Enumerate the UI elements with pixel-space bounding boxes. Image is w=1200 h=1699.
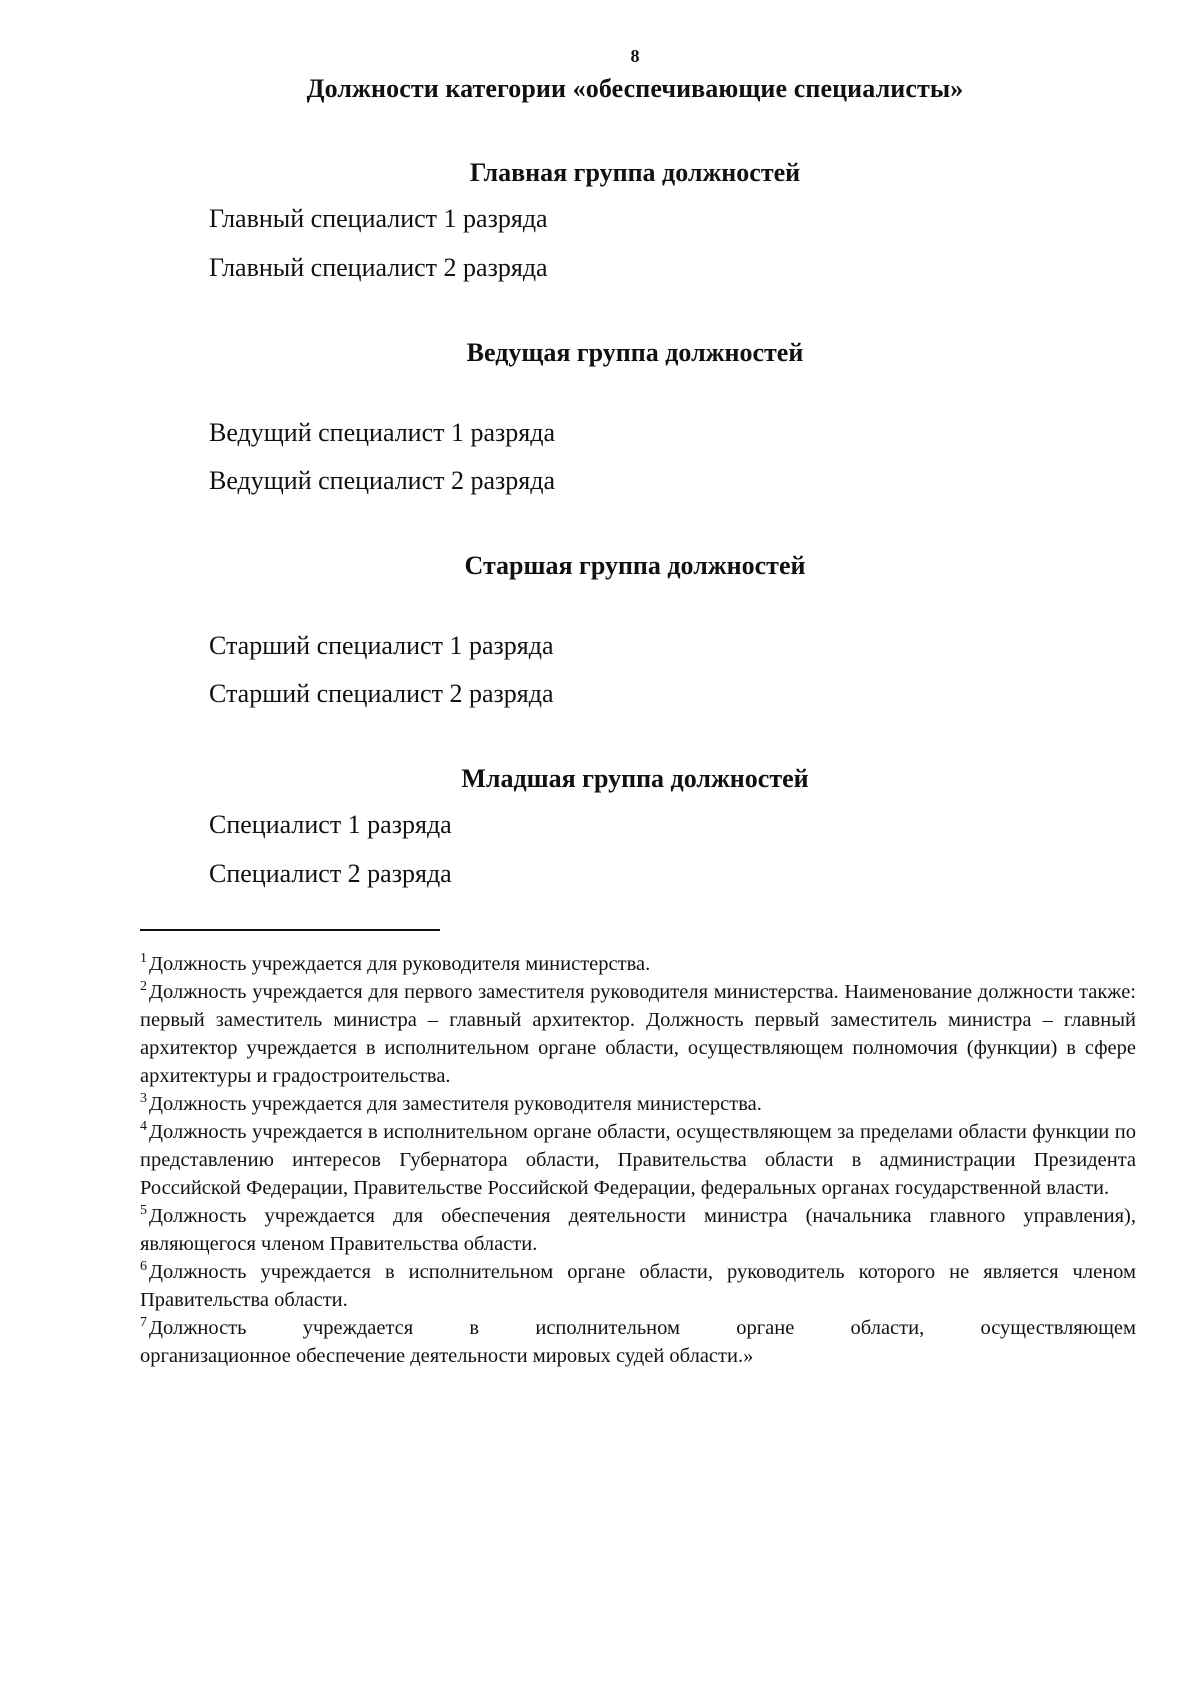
footnote xyxy=(140,1202,1136,1258)
footnote-mark: 2 xyxy=(140,979,147,994)
footnote-separator xyxy=(140,929,440,931)
footnote xyxy=(140,1090,1136,1118)
footnote-mark: 7 xyxy=(140,1315,147,1330)
footnote-text: Должность учреждается для руководителя министерства. xyxy=(149,953,651,975)
footnote-text: Должность учреждается для первого заместителя руководителя министерства. Наименование должности также: первый заместитель министра – главный архитектор. Должность первый заместитель министра – главный архитектор учреждается в исполнительном органе области, осуществляющем полномочия (функции) в сфере архитектуры и градостроительства. xyxy=(140,981,1136,1087)
footnote-text: Должность учреждается для обеспечения деятельности министра (начальника главного управления), являющегося членом Правительства области. xyxy=(140,1205,1136,1255)
position-item: Старший специалист 2 разряда xyxy=(209,679,554,708)
group-heading-main: Главная группа должностей xyxy=(469,158,801,187)
footnote-text: Должность учреждается в исполнительном органе области, руководитель которого не является членом Правительства области. xyxy=(140,1261,1136,1311)
group-heading-senior: Старшая группа должностей xyxy=(464,551,806,580)
footnote-text: Должность учреждается в исполнительном органе области, осуществляющем xyxy=(149,1317,1136,1339)
footnote-continuation xyxy=(140,1342,1136,1370)
footnote-mark: 1 xyxy=(140,951,147,966)
footnote xyxy=(140,1314,1136,1342)
footnote-text: Должность учреждается в исполнительном органе области, осуществляющем за пределами области функции по представлению интересов Губернатора области, Правительства области в администрации Президента Российской Федерации, Правительстве Российской Федерации, федеральных органах государственной власти. xyxy=(140,1121,1136,1199)
footnote-mark: 5 xyxy=(140,1203,147,1218)
page-title: Должности категории «обеспечивающие специалисты» xyxy=(306,74,964,103)
footnote xyxy=(140,950,1136,978)
group-heading-junior: Младшая группа должностей xyxy=(461,764,809,793)
footnote-mark: 3 xyxy=(140,1091,147,1106)
footnote-text: Должность учреждается для заместителя руководителя министерства. xyxy=(149,1093,762,1115)
position-item: Главный специалист 1 разряда xyxy=(209,204,548,233)
position-item: Главный специалист 2 разряда xyxy=(209,253,548,282)
footnotes xyxy=(140,950,1136,1370)
footnote xyxy=(140,978,1136,1090)
footnote-mark: 6 xyxy=(140,1259,147,1274)
position-item: Ведущий специалист 1 разряда xyxy=(209,418,556,447)
page-number: 8 xyxy=(630,46,640,66)
footnote-mark: 4 xyxy=(140,1119,147,1134)
footnote xyxy=(140,1118,1136,1202)
footnote-text: организационное обеспечение деятельности мировых судей области.» xyxy=(140,1345,754,1367)
footnote xyxy=(140,1258,1136,1314)
group-heading-leading: Ведущая группа должностей xyxy=(466,338,804,367)
position-item: Старший специалист 1 разряда xyxy=(209,631,554,660)
position-item: Специалист 2 разряда xyxy=(209,859,452,888)
position-item: Ведущий специалист 2 разряда xyxy=(209,466,556,495)
position-item: Специалист 1 разряда xyxy=(209,810,452,839)
